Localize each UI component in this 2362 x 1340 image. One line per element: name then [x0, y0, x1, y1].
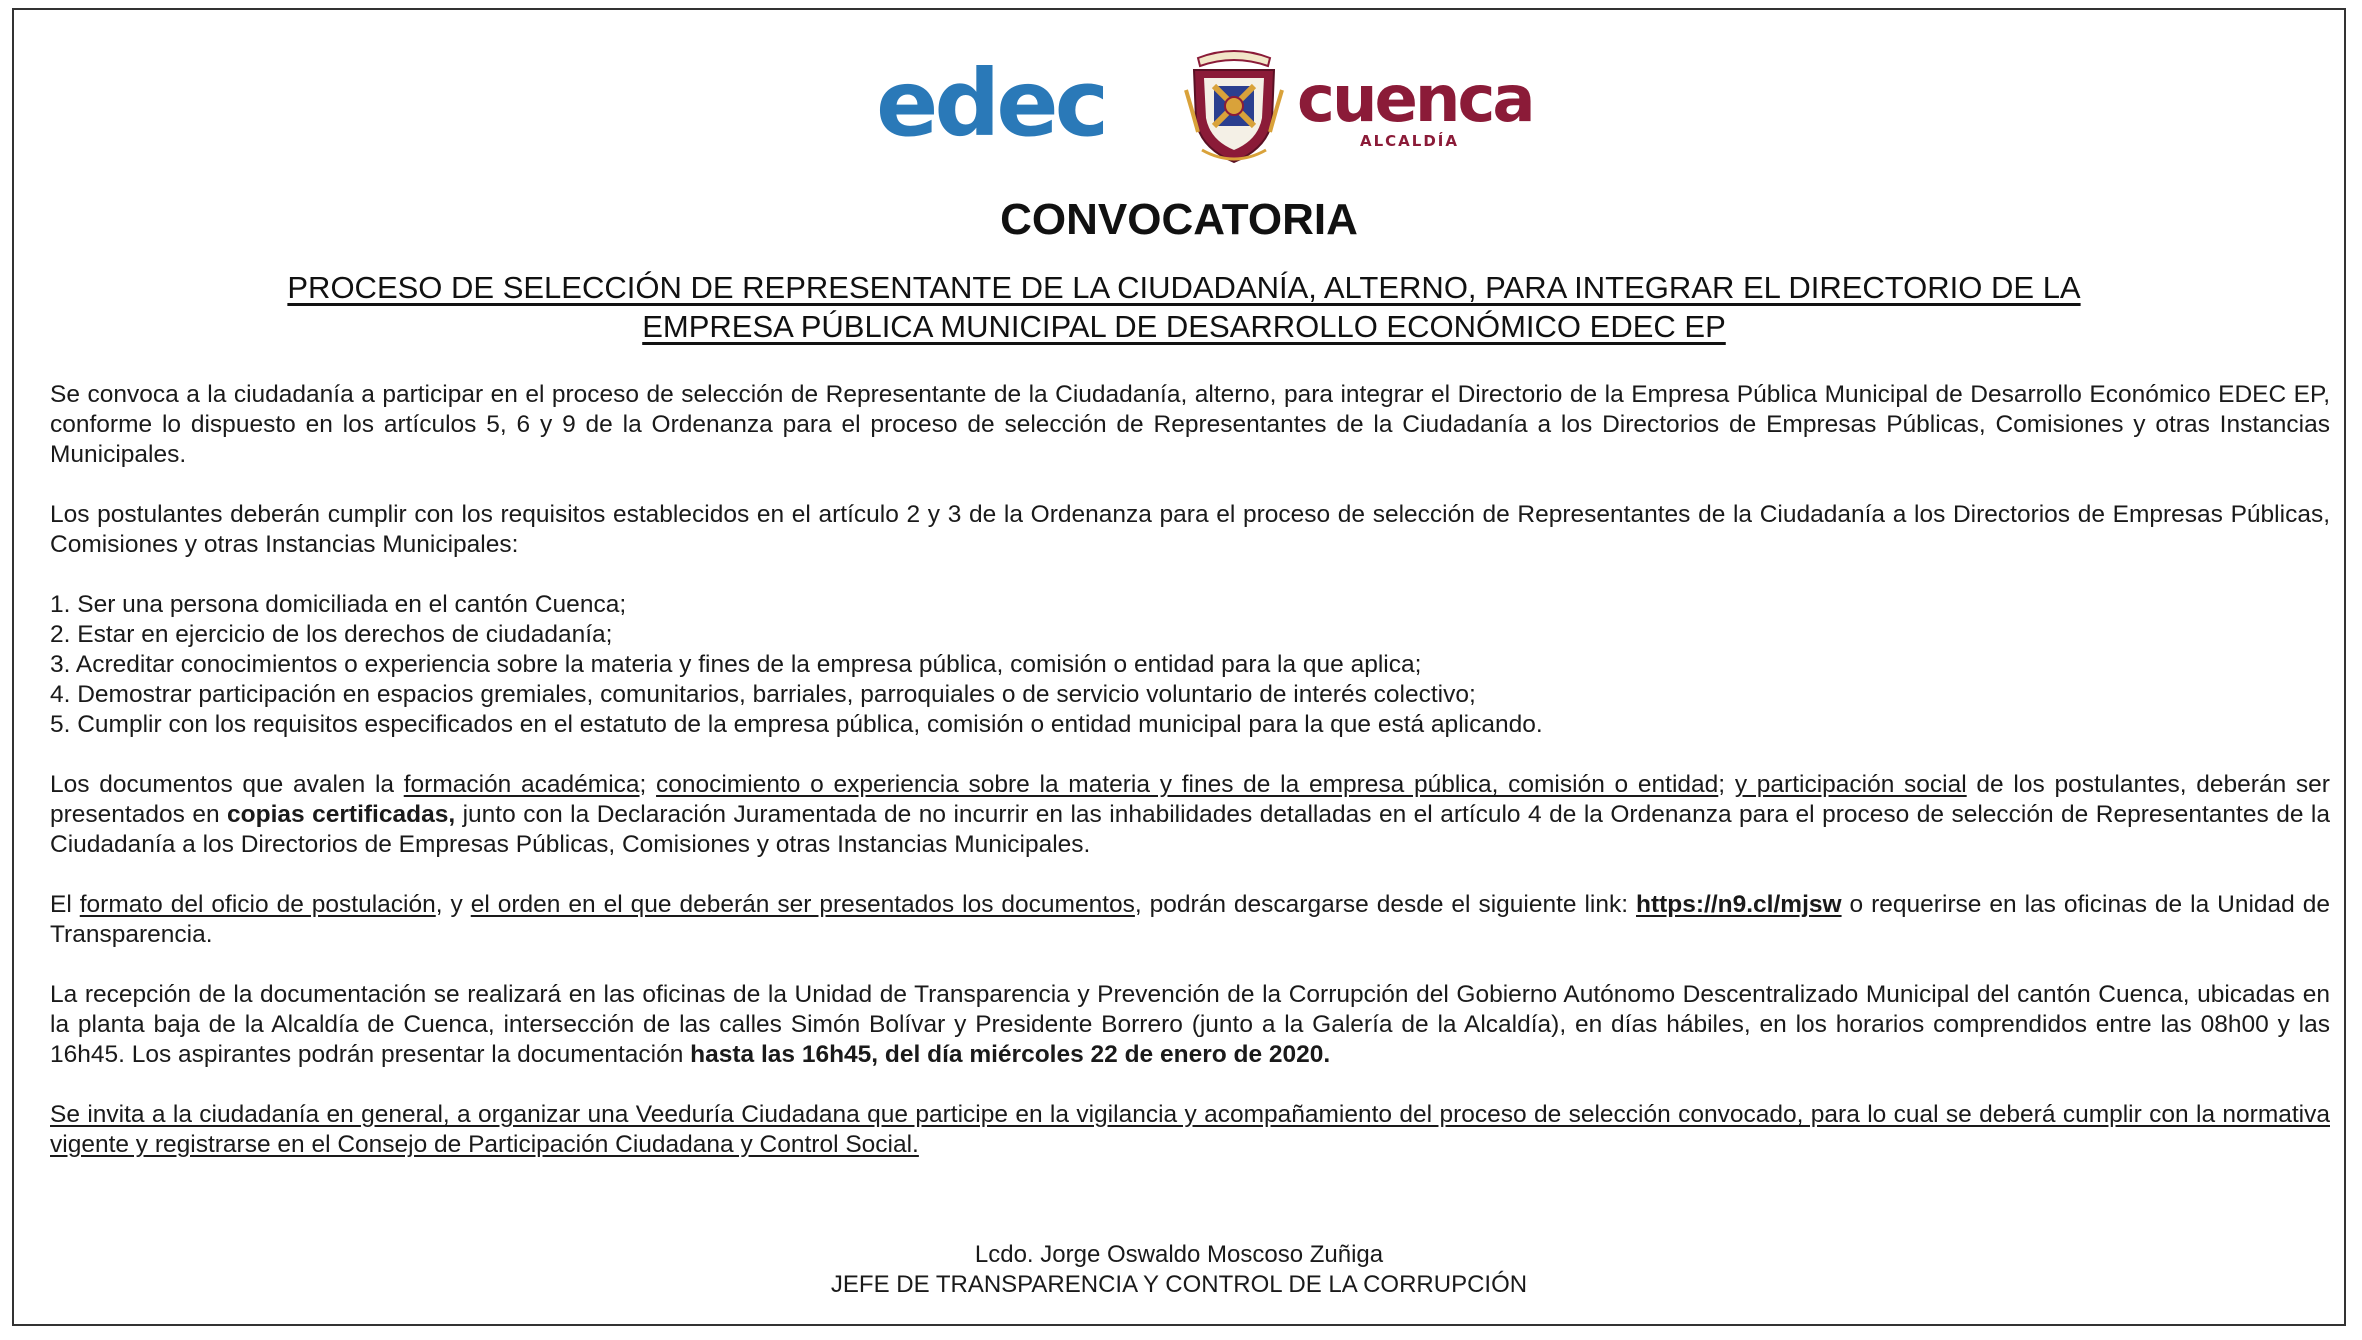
- bold-copias-certificadas: copias certificadas,: [227, 801, 456, 828]
- cuenca-coat-of-arms-icon: [1184, 40, 1284, 168]
- signature-name: Lcdo. Jorge Oswaldo Moscoso Zuñiga: [974, 1241, 1384, 1268]
- text-run: ;: [639, 771, 657, 798]
- list-item: 5. Cumplir con los requisitos especificados en el estatuto de la empresa pública, comisión o entidad municipal para la que está aplicando.: [50, 711, 1543, 738]
- text-run: ;: [1718, 771, 1735, 798]
- underlined-conocimiento: conocimiento o experiencia sobre la materia y fines de la empresa pública, comisión o entidad: [656, 771, 1719, 798]
- logo-header: [14, 40, 2344, 170]
- text-run: , y: [435, 891, 471, 918]
- underlined-orden: el orden en el que deberán ser presentados los documentos: [470, 891, 1135, 918]
- paragraph-reception: [50, 980, 2330, 1070]
- underlined-formacion: formación académica: [403, 771, 640, 798]
- page-title: CONVOCATORIA: [1000, 195, 1358, 244]
- text-run: o requerirse en las oficinas de la Unidad de Transparencia.: [50, 891, 2331, 948]
- signature-role: JEFE DE TRANSPARENCIA Y CONTROL DE LA CORRUPCIÓN: [830, 1271, 1528, 1298]
- download-link[interactable]: https://n9.cl/mjsw: [1636, 891, 1842, 918]
- underlined-participacion: y participación social: [1734, 771, 1967, 798]
- paragraph-format-link: [50, 890, 2330, 950]
- edec-logo: edec: [876, 50, 1106, 157]
- text-run: junto con la Declaración Juramentada de no incurrir en las inhabilidades detalladas en el artículo 4 de la Ordenanza para el proceso de selección de Representantes de la Ciudadanía a los Directorios de Empresas Públicas, Comisiones y otras Instancias Municipales.: [50, 801, 2330, 858]
- list-item: 3. Acreditar conocimientos o experiencia sobre la materia y fines de la empresa pública, comisión o entidad para la que aplica;: [50, 651, 1422, 678]
- underlined-formato: formato del oficio de postulación: [79, 891, 436, 918]
- bold-deadline: hasta las 16h45, del día miércoles 22 de enero de 2020.: [690, 1041, 1331, 1068]
- paragraph-documents: [50, 770, 2330, 860]
- text-run: La recepción de la documentación se realizará en las oficinas de la Unidad de Transparencia y Prevención de la Corrupción del Gobierno Autónomo Descentralizado Municipal del cantón Cuenca, ubicadas en la planta baja de la Alcaldía de Cuenca, intersección de las calles Simón Bolívar y Presidente Borrero (junto a la Galería de la Alcaldía), en días hábiles, en los horarios comprendidos entre las 08h00 y las 16h45. Los aspirantes podrán presentar la documentación: [50, 981, 2330, 1068]
- list-item: 1. Ser una persona domiciliada en el cantón Cuenca;: [50, 591, 627, 618]
- document-frame: [12, 8, 2346, 1326]
- subtitle: [134, 268, 2234, 346]
- alcaldia-label: ALCALDÍA: [1360, 132, 1459, 150]
- paragraph-veeduria: Se invita a la ciudadanía en general, a organizar una Veeduría Ciudadana que participe en la vigilancia y acompañamiento del proceso de selección convocado, para lo cual se deberá cumplir con la normativa vigente y registrarse en el Consejo de Participación Ciudadana y Control Social.: [50, 1101, 2330, 1158]
- text-run: , podrán descargarse desde el siguiente link:: [1134, 891, 1637, 918]
- text-run: El: [50, 891, 80, 918]
- requirements-list: [50, 590, 2330, 740]
- cuenca-logo: cuenca: [1297, 63, 1533, 137]
- text-run: Los documentos que avalen la: [50, 771, 404, 798]
- subtitle-line-1: PROCESO DE SELECCIÓN DE REPRESENTANTE DE LA CIUDADANÍA, ALTERNO, PARA INTEGRAR EL DIRECTORIO DE LA: [287, 270, 2081, 305]
- paragraph-intro: Se convoca a la ciudadanía a participar en el proceso de selección de Representante de la Ciudadanía, alterno, para integrar el Directorio de la Empresa Pública Municipal de Desarrollo Económico EDEC EP, conforme lo dispuesto en los artículos 5, 6 y 9 de la Ordenanza para el proceso de selección de Representantes de la Ciudadanía a los Directorios de Empresas Públicas, Comisiones y otras Instancias Municipales.: [50, 381, 2330, 468]
- text-run: de los postulantes, deberán ser presentados en: [50, 771, 2330, 828]
- paragraph-requirements-intro: Los postulantes deberán cumplir con los requisitos establecidos en el artículo 2 y 3 de la Ordenanza para el proceso de selección de Representantes de la Ciudadanía a los Directorios de Empresas Públicas, Comisiones y otras Instancias Municipales:: [50, 501, 2330, 558]
- subtitle-line-2: EMPRESA PÚBLICA MUNICIPAL DE DESARROLLO ECONÓMICO EDEC EP: [642, 309, 1726, 344]
- document-body: [50, 380, 2330, 1190]
- list-item: 4. Demostrar participación en espacios gremiales, comunitarios, barriales, parroquiales o de servicio voluntario de interés colectivo;: [50, 681, 1476, 708]
- list-item: 2. Estar en ejercicio de los derechos de ciudadanía;: [50, 621, 613, 648]
- signature-block: [14, 1240, 2344, 1300]
